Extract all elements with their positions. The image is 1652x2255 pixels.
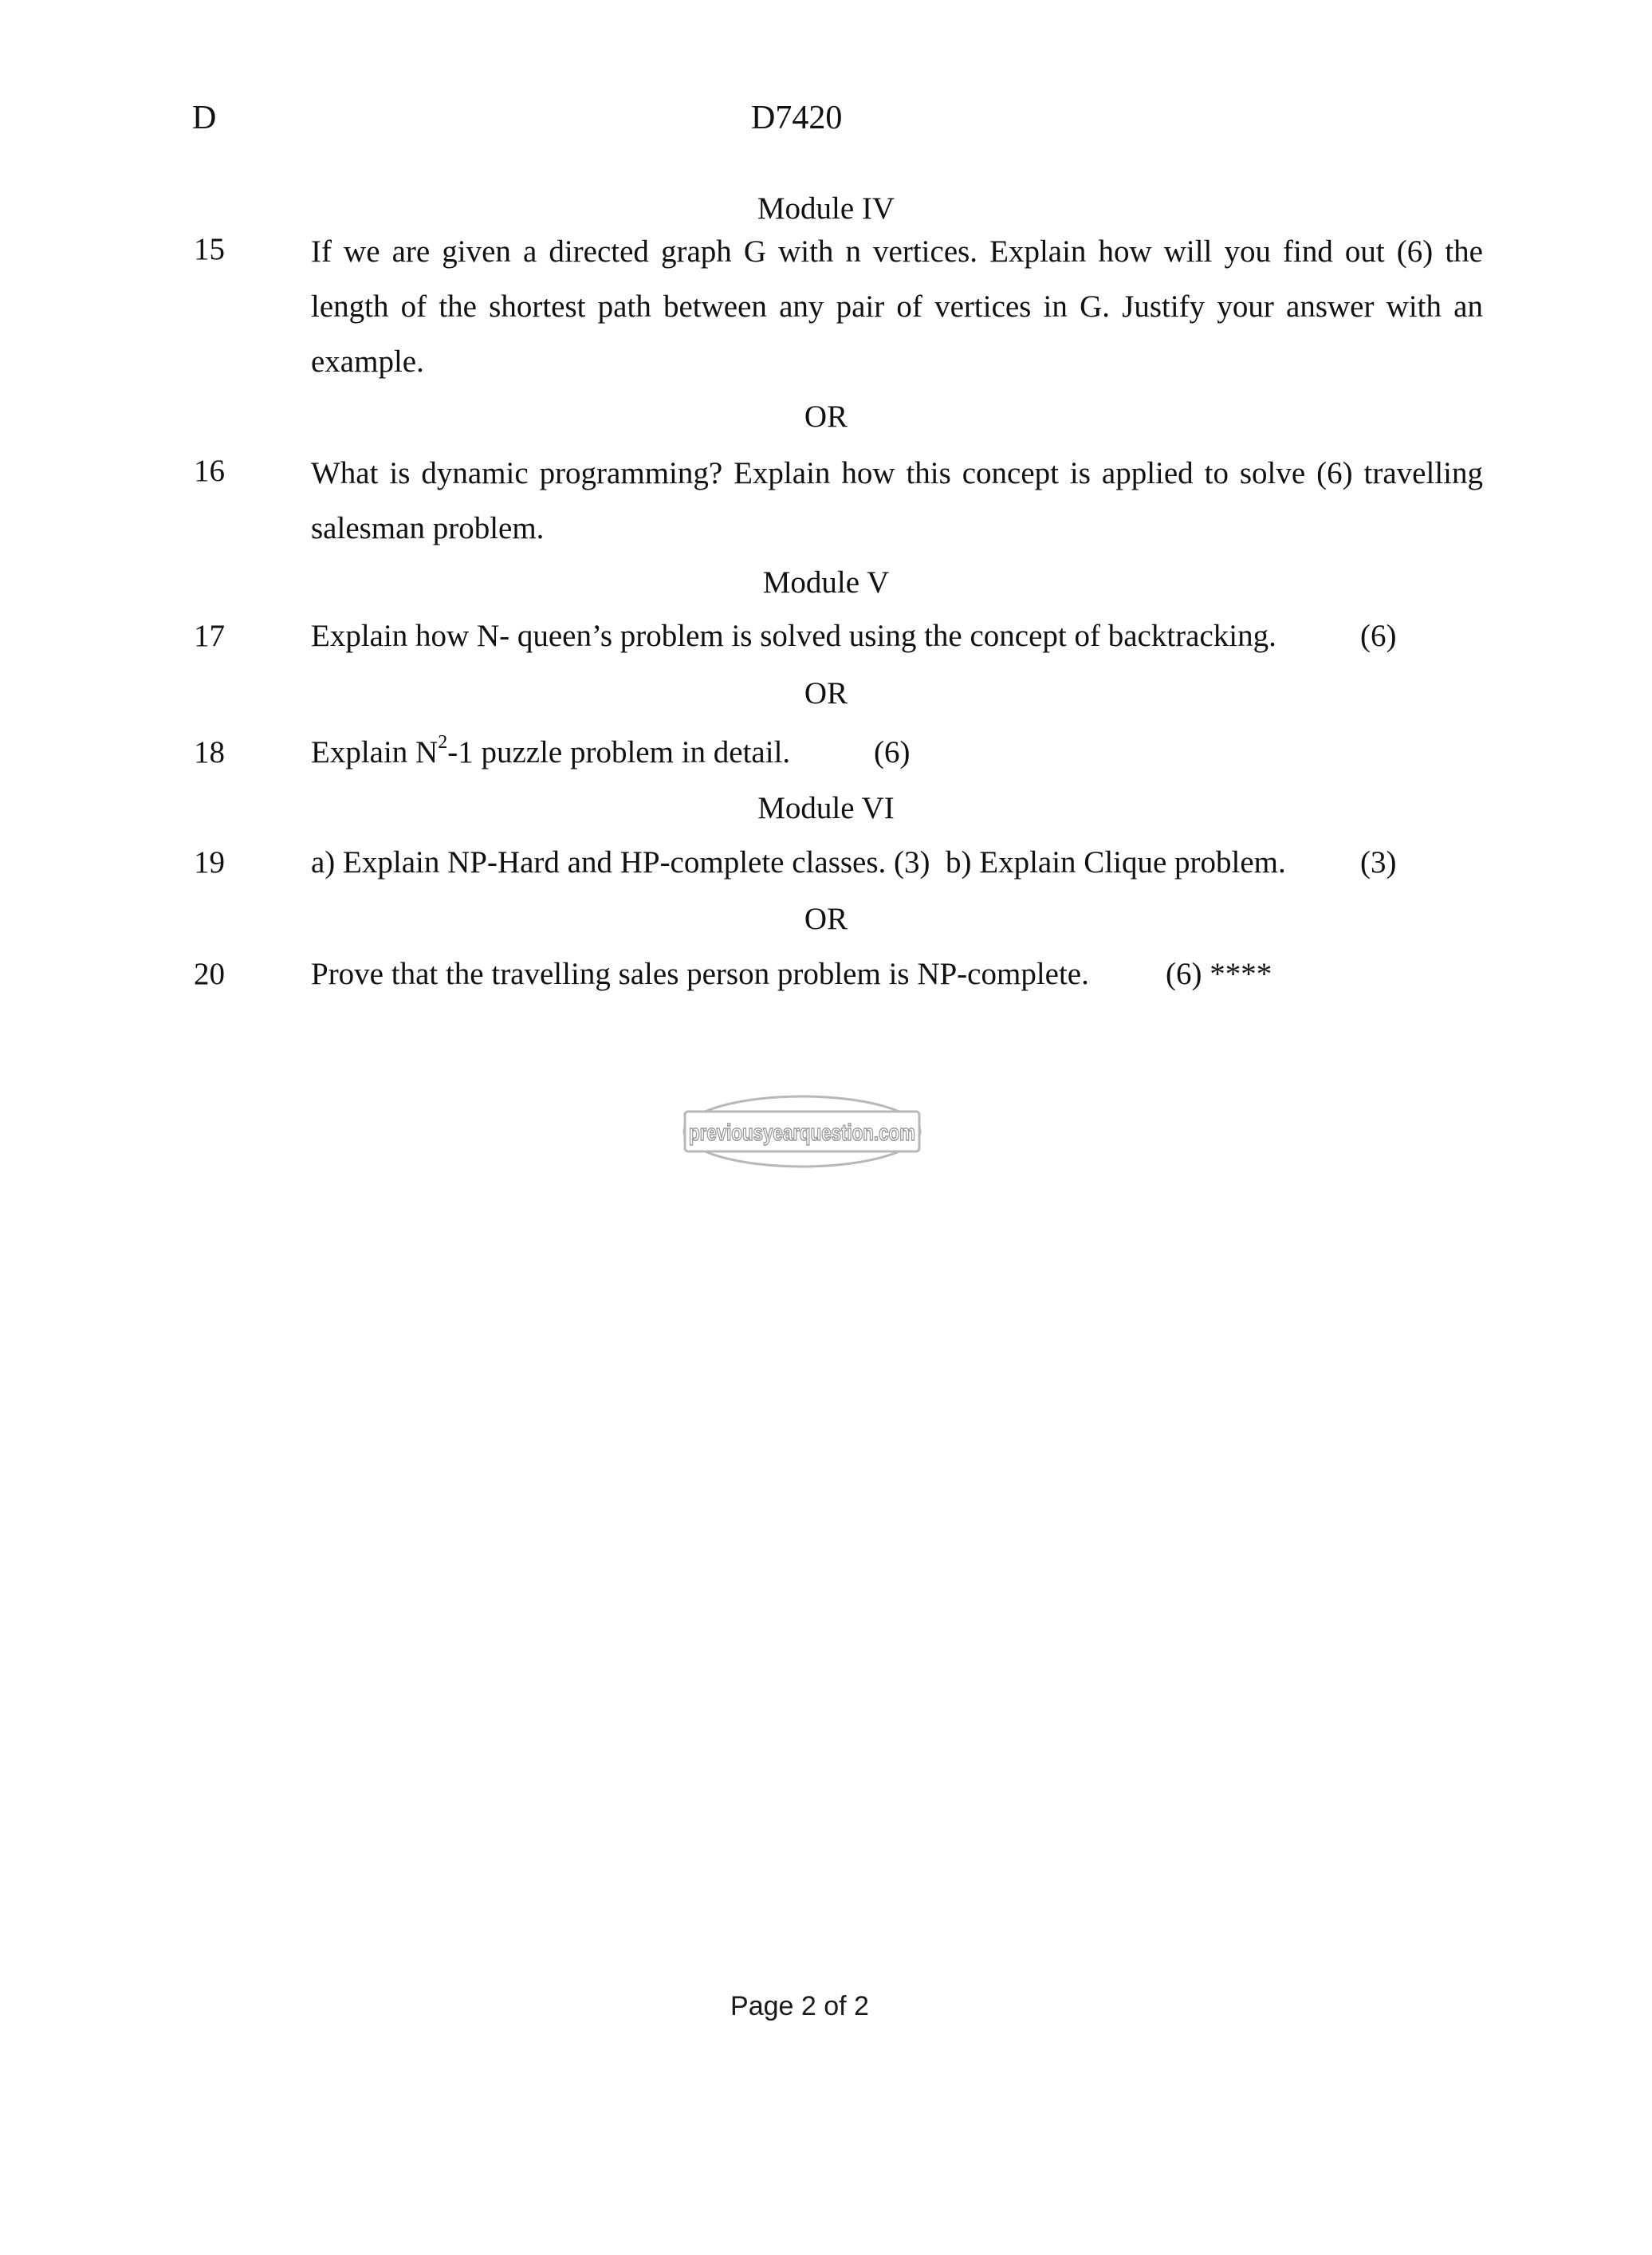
question-17-text: Explain how N- queen’s problem is solved using the concept of backtracking. <box>311 619 1276 653</box>
question-number-18: 18 <box>194 735 225 769</box>
watermark-logo <box>682 1094 922 1169</box>
question-number-17: 17 <box>194 619 225 653</box>
question-16-line-2: salesman problem. <box>311 511 545 545</box>
or-divider-2: OR <box>804 676 848 710</box>
question-18-text-after: -1 puzzle problem in detail. <box>447 735 791 769</box>
module-heading-iv: Module IV <box>757 191 895 226</box>
question-16-line-1: What is dynamic programming? Explain how this concept is applied to solve (6) travelling <box>311 456 1483 490</box>
question-19-text: a) Explain NP-Hard and HP-complete classes. (3) b) Explain Clique problem. <box>311 845 1286 880</box>
question-15-line-1: If we are given a directed graph G with n vertices. Explain how will you find out (6) the <box>311 234 1483 269</box>
question-number-15: 15 <box>194 232 225 266</box>
question-number-20: 20 <box>194 957 225 991</box>
question-15-line-3: example. <box>311 344 424 379</box>
module-heading-vi: Module VI <box>757 791 895 825</box>
question-18-text-before: Explain N <box>311 735 439 769</box>
question-18-text <box>311 732 791 769</box>
question-15-line-2: length of the shortest path between any pair of vertices in G. Justify your answer with an <box>311 289 1483 324</box>
question-19-marks: (3) <box>1360 845 1397 880</box>
module-heading-v: Module V <box>762 565 890 600</box>
question-17-marks: (6) <box>1360 619 1397 653</box>
header-set-letter: D <box>192 100 217 136</box>
question-18-marks: (6) <box>874 735 911 769</box>
question-20-text: Prove that the travelling sales person problem is NP-complete. <box>311 957 1089 991</box>
watermark-text: previousyearquestion.com <box>689 1120 915 1146</box>
question-number-16: 16 <box>194 454 225 488</box>
question-20-marks: (6) **** <box>1166 957 1272 991</box>
question-18-superscript: 2 <box>438 732 448 753</box>
page-footer: Page 2 of 2 <box>730 1991 869 2021</box>
header-paper-code: D7420 <box>751 100 843 136</box>
or-divider-1: OR <box>804 399 848 434</box>
question-number-19: 19 <box>194 845 225 880</box>
or-divider-3: OR <box>804 902 848 936</box>
